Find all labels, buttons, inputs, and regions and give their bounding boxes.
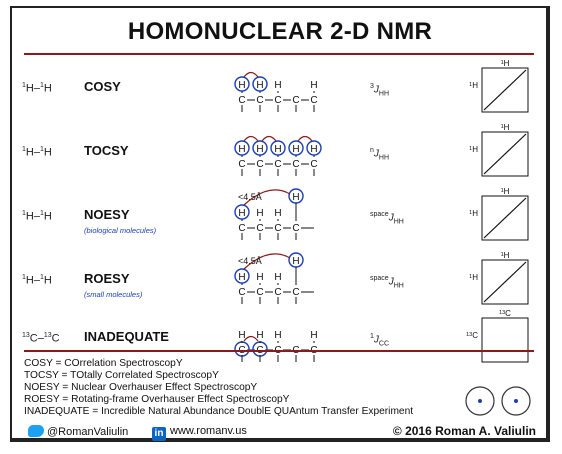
hydrogen-atom: H <box>274 208 282 219</box>
carbon-atom: C <box>238 287 246 298</box>
carbon-atom: C <box>292 95 300 106</box>
carbon-atom: C <box>292 159 300 170</box>
mass-number: 1 <box>22 146 26 153</box>
nucleus-symbol: H <box>43 210 52 223</box>
carbon-atom: C <box>238 159 246 170</box>
carbon-atom: C <box>292 287 300 298</box>
nmr-infographic-card <box>10 6 550 442</box>
hydrogen-atom: H <box>292 256 300 267</box>
mass-number: 1 <box>39 210 44 217</box>
nucleus-pair: $^1$H–$^1$H <box>22 82 52 95</box>
mass-number: 13 <box>22 332 30 339</box>
carbon-atom: C <box>238 95 246 106</box>
legend-item: COSY = COrrelation SpectroscopY <box>24 358 183 369</box>
hydrogen-atom: H <box>274 80 282 91</box>
axis-left-label: $^1$H <box>469 273 478 282</box>
axis-top-label: $^1$H <box>500 123 510 132</box>
nucleus-symbol: C <box>29 332 38 345</box>
twitter-link[interactable] <box>28 425 128 438</box>
spectrum-plot <box>458 186 534 242</box>
nucleus-pair: $^{13}$C–$^{13}$C <box>22 332 60 345</box>
mass-number: 1 <box>22 210 26 217</box>
molecule-fragment <box>230 248 360 308</box>
mass-number: 13 <box>43 332 52 339</box>
carbon-atom: C <box>256 223 264 234</box>
mass-number: 1 <box>39 146 44 153</box>
experiment-name: COSY <box>84 79 121 94</box>
nucleus-symbol: H <box>25 82 34 95</box>
hydrogen-atom: H <box>256 80 264 91</box>
legend-item: TOCSY = TOtally Correlated SpectroscopY <box>24 370 219 381</box>
nucleus-pair: $^1$H–$^1$H <box>22 146 52 159</box>
experiment-row <box>12 56 548 116</box>
hydrogen-atom: H <box>256 272 264 283</box>
twitter-bird-icon <box>28 425 44 437</box>
nucleus-symbol: C <box>51 332 60 345</box>
coupling-constant: $^1J_{CC}$ <box>370 333 390 348</box>
carbon-atom: C <box>256 95 264 106</box>
axis-top-label: $^1$H <box>500 59 510 68</box>
hydrogen-atom: H <box>292 144 300 155</box>
spectrum-plot <box>458 250 534 306</box>
axis-left-label: $^1$H <box>469 81 478 90</box>
axis-top-label: $^{13}$C <box>499 309 511 318</box>
linkedin-icon: in <box>152 427 166 441</box>
experiment-name: NOESY <box>84 207 130 222</box>
hydrogen-atom: H <box>238 330 246 341</box>
molecule-fragment <box>230 120 360 180</box>
carbon-atom: C <box>274 95 282 106</box>
hydrogen-atom: H <box>274 330 282 341</box>
hydrogen-atom: H <box>238 144 246 155</box>
hydrogen-atom: H <box>274 272 282 283</box>
hydrogen-atom: H <box>238 272 246 283</box>
page-title: HOMONUCLEAR 2-D NMR <box>127 18 433 45</box>
spectrum-plot <box>458 122 534 178</box>
hydrogen-atom: H <box>238 208 246 219</box>
spectrum-plot <box>458 308 534 364</box>
experiment-row <box>12 306 548 366</box>
experiment-row <box>12 120 548 180</box>
experiment-name: INADEQUATE <box>84 329 169 344</box>
coupling-arrow <box>244 73 258 78</box>
spectrum-frame <box>482 318 528 362</box>
axis-left-label: $^1$H <box>469 209 478 218</box>
mass-number: 1 <box>22 274 26 281</box>
legend-item: ROESY = Rotating-frame Overhauser Effect SpectroscopY <box>24 394 290 405</box>
axis-left-label: $^1$H <box>469 145 478 154</box>
mass-number: 1 <box>39 274 44 281</box>
axis-left-label: $^{13}$C <box>466 331 478 340</box>
website-link[interactable] <box>152 425 247 441</box>
axis-top-label: $^1$H <box>500 187 510 196</box>
nucleus-symbol: H <box>43 82 52 95</box>
carbon-atom: C <box>292 223 300 234</box>
coupling-constant: $^{space}J_{HH}$ <box>370 275 404 290</box>
hydrogen-atom: H <box>238 80 246 91</box>
nucleus-symbol: H <box>43 274 52 287</box>
carbon-atom: C <box>274 287 282 298</box>
coupling-arrow <box>262 137 276 142</box>
legend-item: INADEQUATE = Incredible Natural Abundance DoublE QUAntum Transfer Experiment <box>24 406 414 417</box>
hydrogen-atom: H <box>292 192 300 203</box>
molecule-fragment <box>230 56 360 116</box>
carbon-atom: C <box>310 159 318 170</box>
hydrogen-atom: H <box>310 144 318 155</box>
website-url: www.romanv.us <box>170 425 247 437</box>
distance-label: <4.5Å <box>238 256 262 266</box>
experiment-name: ROESY <box>84 271 130 286</box>
experiment-subtitle: (small molecules) <box>84 290 143 299</box>
distance-label: <4.5Å <box>238 192 262 202</box>
coupling-arrow <box>298 137 312 142</box>
carbon-atom: C <box>310 95 318 106</box>
coupling-constant: $^3J_{HH}$ <box>370 83 390 98</box>
legend-divider <box>24 350 534 352</box>
carbon-atom: C <box>256 159 264 170</box>
carbon-atom: C <box>274 159 282 170</box>
nucleus-symbol: H <box>25 210 34 223</box>
spin-circles-icon <box>464 384 536 418</box>
carbon-atom: C <box>256 287 264 298</box>
molecule-fragment <box>230 184 360 244</box>
mass-number: 1 <box>39 82 44 89</box>
hydrogen-atom: H <box>256 330 264 341</box>
experiment-row <box>12 248 548 308</box>
coupling-arrow <box>244 137 258 142</box>
legend-item: NOESY = Nuclear Overhauser Effect SpectroscopY <box>24 382 258 393</box>
hydrogen-atom: H <box>310 80 318 91</box>
nucleus-pair: $^1$H–$^1$H <box>22 210 52 223</box>
title-divider <box>24 53 534 55</box>
experiment-name: TOCSY <box>84 143 129 158</box>
twitter-handle: @RomanValiulin <box>47 426 129 438</box>
mass-number: 1 <box>22 82 26 89</box>
hydrogen-atom: H <box>274 144 282 155</box>
nucleus-symbol: H <box>25 274 34 287</box>
spectrum-plot <box>458 58 534 114</box>
carbon-atom: C <box>238 223 246 234</box>
hydrogen-atom: H <box>310 330 318 341</box>
axis-top-label: $^1$H <box>500 251 510 260</box>
nucleus-symbol: H <box>43 146 52 159</box>
coupling-constant: $^nJ_{HH}$ <box>370 147 390 162</box>
carbon-atom: C <box>274 223 282 234</box>
hydrogen-atom: H <box>256 144 264 155</box>
abbreviation-legend <box>24 358 413 418</box>
molecule-fragment <box>230 306 360 366</box>
nucleus-symbol: H <box>25 146 34 159</box>
nucleus-pair: $^1$H–$^1$H <box>22 274 52 287</box>
coupling-constant: $^{space}J_{HH}$ <box>370 211 404 226</box>
experiment-subtitle: (biological molecules) <box>84 226 157 235</box>
experiment-row <box>12 184 548 244</box>
copyright: © 2016 Roman A. Valiulin <box>392 424 536 438</box>
hydrogen-atom: H <box>256 208 264 219</box>
